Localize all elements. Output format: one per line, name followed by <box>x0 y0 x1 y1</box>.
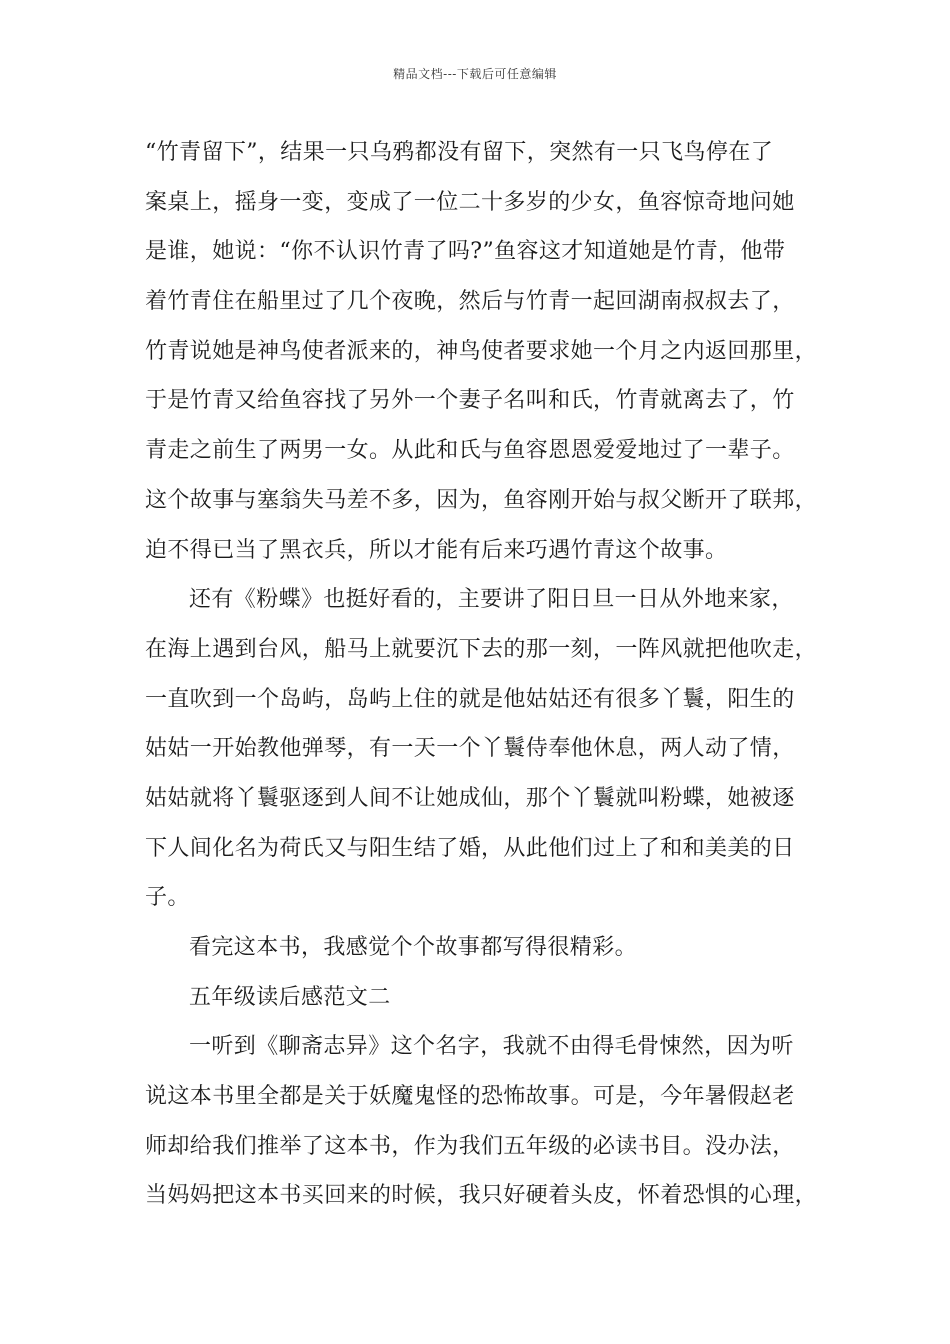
body-text <box>145 128 825 1221</box>
text-line: 一直吹到一个岛屿，岛屿上住的就是他姑姑还有很多丫鬟，阳生的 <box>145 686 795 712</box>
text-line: 着竹青住在船里过了几个夜晚，然后与竹青一起回湖南叔叔去了， <box>145 289 795 315</box>
text-line: 是谁，她说：“你不认识竹青了吗?”鱼容这才知道她是竹青，他带 <box>145 239 786 265</box>
text-line: 案桌上，摇身一变，变成了一位二十多岁的少女，鱼容惊奇地问她 <box>145 189 795 215</box>
text-line: 看完这本书，我感觉个个故事都写得很精彩。 <box>189 935 638 960</box>
text-line: 这个故事与塞翁失马差不多，因为，鱼容刚开始与叔父断开了联邦， <box>145 487 818 513</box>
text-line: 还有《粉蝶》也挺好看的，主要讲了阳日旦一日从外地来家， <box>189 587 794 613</box>
text-line: “竹青留下”，结果一只乌鸦都没有留下，突然有一只飞鸟停在了 <box>145 140 774 165</box>
text-line: 竹青说她是神鸟使者派来的，神鸟使者要求她一个月之内返回那里， <box>145 338 818 364</box>
text-line: 五年级读后感范文二 <box>189 984 391 1010</box>
page-header: 精品文档---下载后可任意编辑 <box>393 67 557 81</box>
text-line: 姑姑就将丫鬟驱逐到人间不让她成仙，那个丫鬟就叫粉蝶，她被逐 <box>145 785 795 811</box>
text-line: 青走之前生了两男一女。从此和氏与鱼容恩恩爱爱地过了一辈子。 <box>145 438 795 464</box>
text-line: 姑姑一开始教他弹琴，有一天一个丫鬟侍奉他休息，两人动了情， <box>145 736 795 762</box>
text-line: 在海上遇到台风，船马上就要沉下去的那一刻，一阵风就把他吹走， <box>145 636 818 662</box>
text-line: 迫不得已当了黑衣兵，所以才能有后来巧遇竹青这个故事。 <box>145 537 728 563</box>
text-line: 说这本书里全都是关于妖魔鬼怪的恐怖故事。可是，今年暑假赵老 <box>145 1084 795 1110</box>
text-line: 下人间化名为荷氏又与阳生结了婚，从此他们过上了和和美美的日 <box>145 835 795 861</box>
text-line: 当妈妈把这本书买回来的时候，我只好硬着头皮，怀着恐惧的心理， <box>145 1183 818 1209</box>
text-line: 师却给我们推举了这本书，作为我们五年级的必读书目。没办法， <box>145 1133 795 1159</box>
text-line: 于是竹青又给鱼容找了另外一个妻子名叫和氏，竹青就离去了，竹 <box>145 388 795 414</box>
text-line: 子。 <box>145 885 190 911</box>
text-line: 一听到《聊斋志异》这个名字，我就不由得毛骨悚然，因为听 <box>189 1034 794 1060</box>
